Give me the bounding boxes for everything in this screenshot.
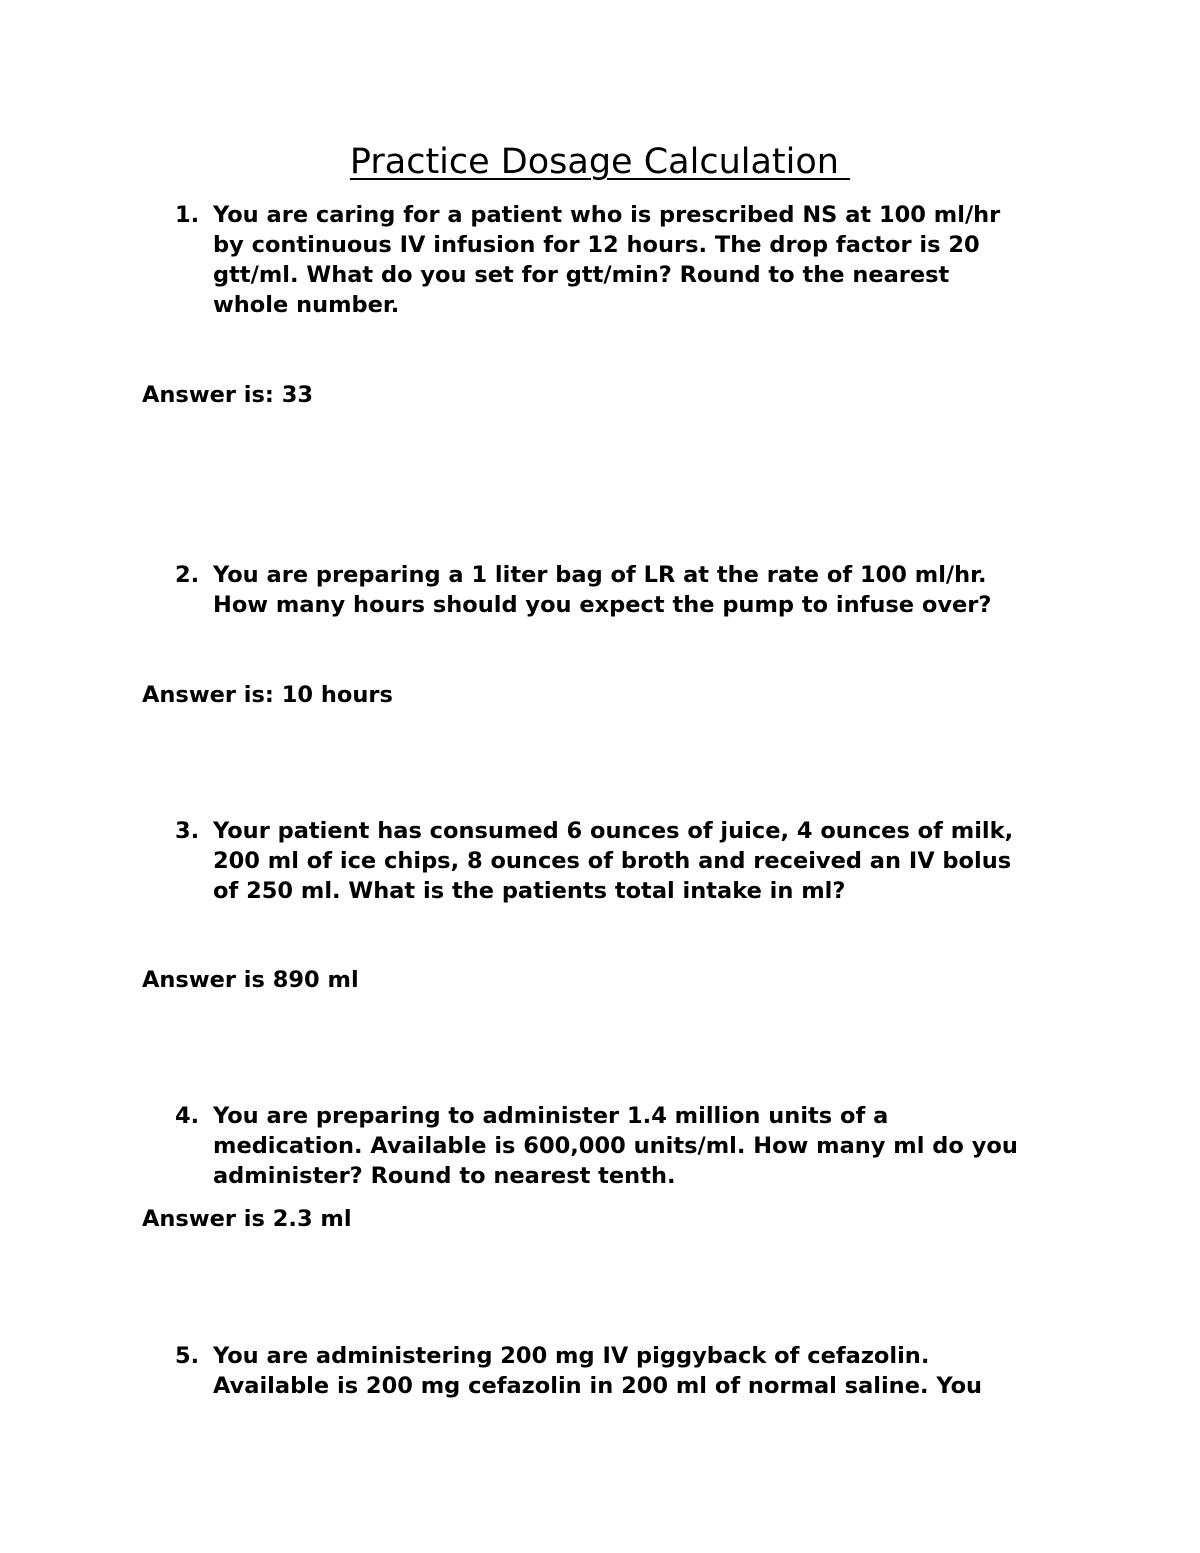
question-text	[213, 560, 1075, 620]
answer-4: Answer is 2.3 ml	[142, 1206, 352, 1232]
question-1	[175, 200, 1075, 320]
question-line: You are preparing to administer 1.4 million units of a	[213, 1103, 889, 1129]
question-3	[175, 816, 1075, 906]
question-line: You are caring for a patient who is prescribed NS at 100 ml/hr	[213, 202, 1001, 228]
question-2	[175, 560, 1075, 620]
question-number: 2.	[175, 562, 200, 588]
question-text	[213, 1341, 1075, 1401]
question-4	[175, 1101, 1075, 1191]
question-line: How many hours should you expect the pump to infuse over?	[213, 592, 992, 618]
question-number: 3.	[175, 818, 200, 844]
question-line: Your patient has consumed 6 ounces of juice, 4 ounces of milk,	[213, 818, 1014, 844]
question-line: by continuous IV infusion for 12 hours. The drop factor is 20	[213, 232, 980, 258]
answer-1: Answer is: 33	[142, 382, 314, 408]
page-title-text: Practice Dosage Calculation	[349, 142, 851, 182]
question-line: whole number.	[213, 292, 400, 318]
question-line: You are preparing a 1 liter bag of LR at the rate of 100 ml/hr.	[213, 562, 987, 588]
question-text	[213, 1101, 1075, 1191]
question-line: gtt/ml. What do you set for gtt/min? Round to the nearest	[213, 262, 950, 288]
answer-2: Answer is: 10 hours	[142, 682, 393, 708]
question-number: 1.	[175, 202, 200, 228]
question-line: You are administering 200 mg IV piggyback of cefazolin.	[213, 1343, 930, 1369]
page-title	[0, 140, 1200, 184]
question-text	[213, 200, 1075, 320]
question-line: administer? Round to nearest tenth.	[213, 1163, 676, 1189]
question-line: 200 ml of ice chips, 8 ounces of broth and received an IV bolus	[213, 848, 1012, 874]
question-number: 4.	[175, 1103, 200, 1129]
answer-3: Answer is 890 ml	[142, 967, 359, 993]
question-line: Available is 200 mg cefazolin in 200 ml of normal saline. You	[213, 1373, 983, 1399]
question-text	[213, 816, 1075, 906]
question-line: of 250 ml. What is the patients total intake in ml?	[213, 878, 846, 904]
question-5	[175, 1341, 1075, 1401]
question-line: medication. Available is 600,000 units/ml. How many ml do you	[213, 1133, 1018, 1159]
question-number: 5.	[175, 1343, 200, 1369]
